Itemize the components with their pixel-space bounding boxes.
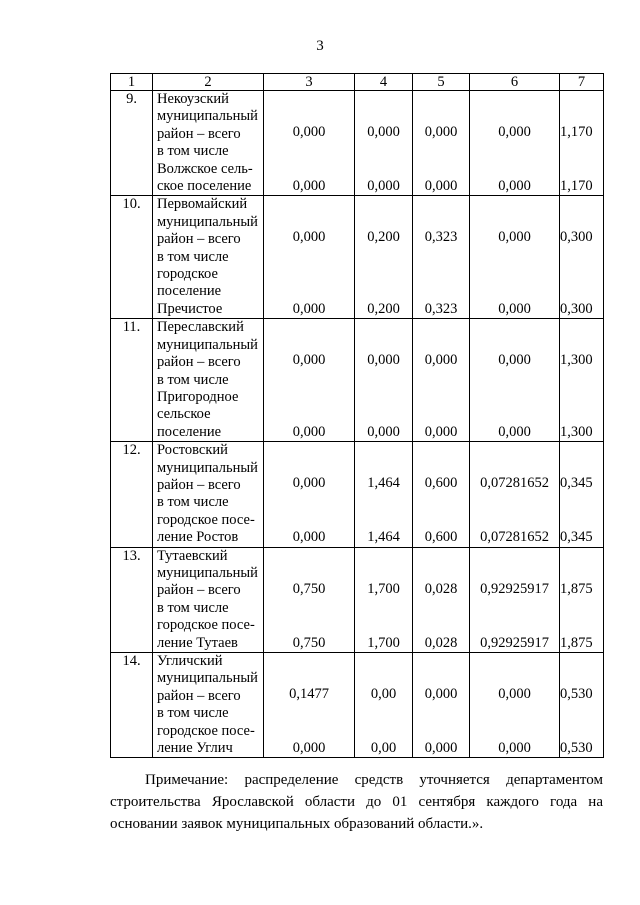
value-cell (470, 547, 560, 652)
district-name-line: поселение (157, 283, 222, 300)
header-cell: 5 (413, 74, 470, 91)
district-name (153, 442, 264, 547)
district-name-line: муниципальный (157, 670, 258, 687)
table-row (111, 196, 604, 319)
value-cell (560, 653, 604, 758)
row-number: 10. (111, 196, 153, 319)
district-name-line: муниципальный (157, 336, 258, 353)
settlement-value: 0,000 (424, 423, 458, 440)
settlement-value: 0,07281652 (480, 529, 549, 546)
settlement-value: 0,000 (367, 178, 400, 195)
district-name-line: Пречистое (157, 300, 223, 317)
header-cell: 1 (111, 74, 153, 91)
value-cell (470, 91, 560, 196)
settlement-value: 0,000 (292, 423, 326, 440)
row-number: 14. (111, 653, 153, 758)
district-name-line: район – всего (157, 125, 241, 142)
settlement-value: 0,000 (424, 740, 458, 757)
district-name-line: в том числе (157, 494, 229, 511)
header-cell: 7 (560, 74, 604, 91)
district-total-value: 0,1477 (289, 686, 329, 702)
district-total-value: 0,07281652 (480, 475, 549, 492)
district-name (153, 319, 264, 442)
value-cell (470, 196, 560, 319)
table-row (111, 547, 604, 652)
district-total-value: 1,300 (560, 352, 593, 369)
district-name-line: Ростовский (157, 442, 228, 459)
value-cell (355, 547, 413, 652)
district-name-line: в том числе (157, 371, 229, 388)
district-total-value: 0,750 (292, 580, 326, 597)
district-name-line: ление Тутаев (157, 634, 238, 651)
district-total-value: 0,000 (424, 352, 458, 369)
district-total-value: 0,000 (292, 475, 326, 492)
value-cell (413, 653, 470, 758)
district-total-value: 0,000 (292, 229, 326, 246)
district-name-line: Пригородное (157, 388, 239, 405)
value-cell (264, 91, 355, 196)
district-name-line: Некоузский (157, 91, 229, 107)
value-cell (413, 91, 470, 196)
district-name-line: ское поселение (157, 178, 252, 195)
value-cell (355, 442, 413, 547)
settlement-value: 0,00 (370, 740, 397, 757)
settlement-value: 1,464 (367, 529, 400, 546)
district-name-line: в том числе (157, 599, 229, 616)
district-name (153, 653, 264, 758)
district-name-line: поселение (157, 423, 222, 440)
header-cell: 2 (153, 74, 264, 91)
value-cell (470, 653, 560, 758)
district-name-line: городское посе- (157, 722, 255, 739)
district-name-line: Переславский (157, 319, 244, 336)
district-name-line: район – всего (157, 231, 241, 248)
row-number: 13. (111, 547, 153, 652)
district-name-line: муниципальный (157, 213, 258, 230)
settlement-value: 1,170 (560, 178, 593, 195)
district-total-value: 1,170 (560, 124, 593, 140)
settlement-value: 1,875 (560, 634, 593, 651)
district-name-line: городское посе- (157, 617, 255, 634)
district-name-line: ление Углич (157, 740, 233, 757)
district-total-value: 1,700 (367, 580, 400, 597)
district-name-line: городское (157, 266, 218, 283)
district-total-value: 0,000 (498, 229, 531, 246)
value-cell (355, 196, 413, 319)
value-cell (560, 547, 604, 652)
value-cell (264, 547, 355, 652)
settlement-value: 0,92925917 (480, 634, 549, 651)
settlement-value: 0,000 (498, 300, 531, 317)
value-cell (413, 196, 470, 319)
value-cell (560, 442, 604, 547)
settlement-value: 0,000 (292, 529, 326, 546)
value-cell (355, 91, 413, 196)
table-row (111, 653, 604, 758)
district-name (153, 196, 264, 319)
district-name-line: муниципальный (157, 564, 258, 581)
settlement-value: 1,700 (367, 634, 400, 651)
settlement-value: 0,000 (292, 300, 326, 317)
settlement-value: 0,300 (560, 300, 593, 317)
row-number: 12. (111, 442, 153, 547)
value-cell (355, 319, 413, 442)
header-row (111, 74, 604, 91)
district-total-value: 0,000 (367, 124, 400, 140)
distribution-table (110, 73, 604, 758)
value-cell (264, 196, 355, 319)
settlement-value: 0,000 (498, 178, 531, 195)
district-total-value: 0,600 (424, 475, 458, 492)
settlement-value: 0,323 (424, 300, 458, 317)
district-name-line: муниципальный (157, 459, 258, 476)
settlement-value: 1,300 (560, 423, 593, 440)
district-total-value: 0,000 (424, 124, 458, 140)
footnote: Примечание: распределение средств уточняется департаментом строительства Ярославской области до 01 сентября каждого года на основании заявок муниципальных образований области.». (110, 772, 603, 832)
district-name-line: район – всего (157, 476, 241, 493)
district-name-line: район – всего (157, 354, 241, 371)
district-total-value: 0,92925917 (480, 580, 549, 597)
district-total-value: 0,200 (367, 229, 400, 246)
settlement-value: 0,600 (424, 529, 458, 546)
settlement-value: 0,000 (367, 423, 400, 440)
district-total-value: 0,000 (292, 352, 326, 369)
value-cell (560, 91, 604, 196)
settlement-value: 0,000 (498, 423, 531, 440)
district-name-line: в том числе (157, 143, 229, 160)
district-name-line: Угличский (157, 653, 223, 669)
district-name (153, 91, 264, 196)
settlement-value: 0,000 (424, 178, 458, 195)
district-total-value: 0,000 (498, 124, 531, 140)
header-cell: 4 (355, 74, 413, 91)
district-name-line: в том числе (157, 248, 229, 265)
district-name-line: Тутаевский (157, 547, 228, 564)
value-cell (413, 547, 470, 652)
district-total-value: 0,028 (424, 580, 458, 597)
settlement-value: 0,750 (292, 634, 326, 651)
value-cell (413, 442, 470, 547)
table-row (111, 91, 604, 196)
header-cell: 3 (264, 74, 355, 91)
page-number: 3 (316, 38, 324, 54)
settlement-value: 0,200 (367, 300, 400, 317)
district-total-value: 0,000 (367, 352, 400, 369)
settlement-value: 0,345 (560, 529, 593, 546)
district-name-line: ление Ростов (157, 529, 239, 546)
district-total-value: 1,464 (367, 475, 400, 492)
district-total-value: 0,000 (424, 686, 458, 702)
value-cell (264, 653, 355, 758)
value-cell (470, 442, 560, 547)
value-cell (413, 319, 470, 442)
table-row (111, 319, 604, 442)
district-total-value: 0,000 (498, 352, 531, 369)
row-number: 9. (111, 91, 153, 196)
table-row (111, 442, 604, 547)
district-name-line: городское посе- (157, 511, 255, 528)
settlement-value: 0,530 (560, 740, 593, 757)
value-cell (560, 319, 604, 442)
district-name-line: сельское (157, 406, 211, 423)
district-name-line: в том числе (157, 705, 229, 722)
district-total-value: 0,300 (560, 229, 593, 246)
value-cell (470, 319, 560, 442)
value-cell (264, 319, 355, 442)
settlement-value: 0,028 (424, 634, 458, 651)
district-total-value: 0,00 (370, 686, 397, 702)
district-name-line: район – всего (157, 687, 241, 704)
district-total-value: 0,000 (292, 124, 326, 140)
value-cell (560, 196, 604, 319)
district-name-line: район – всего (157, 582, 241, 599)
district-name-line: Волжское сель- (157, 160, 253, 177)
settlement-value: 0,000 (292, 740, 326, 757)
settlement-value: 0,000 (498, 740, 531, 757)
district-name-line: Первомайский (157, 196, 248, 213)
settlement-value: 0,000 (292, 178, 326, 195)
district-name-line: муниципальный (157, 108, 258, 125)
district-total-value: 1,875 (560, 580, 593, 597)
value-cell (264, 442, 355, 547)
district-total-value: 0,530 (560, 686, 593, 702)
header-cell: 6 (470, 74, 560, 91)
district-total-value: 0,345 (560, 475, 593, 492)
district-total-value: 0,323 (424, 229, 458, 246)
value-cell (355, 653, 413, 758)
district-total-value: 0,000 (498, 686, 531, 702)
district-name (153, 547, 264, 652)
row-number: 11. (111, 319, 153, 442)
